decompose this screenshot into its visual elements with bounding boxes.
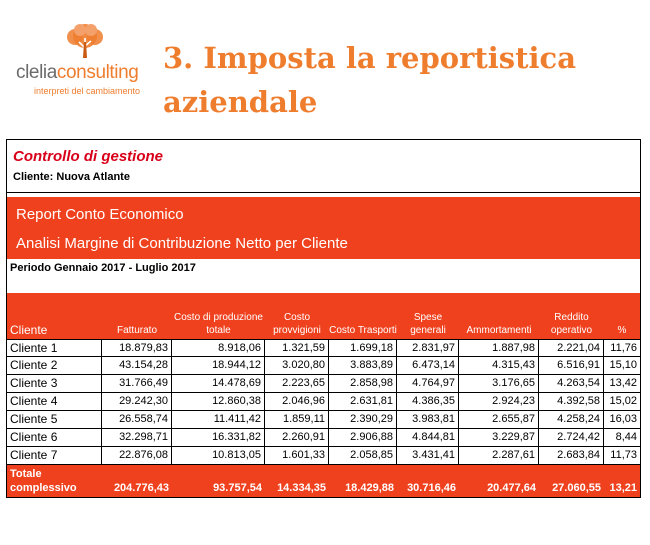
- value-cell: 15,10: [604, 357, 640, 375]
- value-cell: 2.858,98: [329, 375, 397, 393]
- value-cell: 18.944,12: [172, 357, 265, 375]
- section-title: Controllo di gestione: [13, 148, 163, 165]
- value-cell: 4.263,54: [539, 375, 604, 393]
- value-cell: 4.764,97: [397, 375, 459, 393]
- value-cell: 2.924,23: [459, 393, 539, 411]
- client-name-cell: Cliente 7: [7, 447, 102, 465]
- value-cell: 3.883,89: [329, 357, 397, 375]
- value-cell: 31.766,49: [102, 375, 172, 393]
- value-cell: 16,03: [604, 411, 640, 429]
- total-value-cell: 204.776,43: [113, 482, 169, 494]
- total-value-cell: 27.060,55: [552, 482, 601, 494]
- value-cell: 16.331,82: [172, 429, 265, 447]
- value-cell: 4.844,81: [397, 429, 459, 447]
- value-cell: 2.831,97: [397, 339, 459, 357]
- value-cell: 15,02: [604, 393, 640, 411]
- table-row: [7, 447, 640, 465]
- column-header: Cliente: [10, 323, 48, 337]
- value-cell: 3.020,80: [265, 357, 329, 375]
- report-sheet: [6, 139, 641, 498]
- value-cell: 2.655,87: [459, 411, 539, 429]
- value-cell: 1.321,59: [265, 339, 329, 357]
- total-value-cell: 20.477,64: [487, 482, 536, 494]
- value-cell: 1.859,11: [265, 411, 329, 429]
- total-value-cell: 14.334,35: [277, 482, 326, 494]
- value-cell: 3.229,87: [459, 429, 539, 447]
- total-row: [7, 465, 640, 497]
- table-row: [7, 375, 640, 393]
- value-cell: 2.221,04: [539, 339, 604, 357]
- value-cell: 8.918,06: [172, 339, 265, 357]
- client-name-cell: Cliente 2: [7, 357, 102, 375]
- tree-icon: [63, 22, 107, 62]
- column-header: Costo Trasporti: [329, 325, 397, 336]
- value-cell: 6.473,14: [397, 357, 459, 375]
- column-header: %: [617, 325, 627, 336]
- value-cell: 2.058,85: [329, 447, 397, 465]
- column-header: Reddito operativo: [550, 312, 593, 336]
- total-value-cell: 18.429,88: [345, 482, 394, 494]
- period-label: Periodo Gennaio 2017 - Luglio 2017: [10, 262, 196, 274]
- column-header: Spese generali: [410, 312, 446, 336]
- table-row: [7, 393, 640, 411]
- value-cell: 3.431,41: [397, 447, 459, 465]
- client-name-cell: Cliente 4: [7, 393, 102, 411]
- value-cell: 12.860,38: [172, 393, 265, 411]
- table-row: [7, 429, 640, 447]
- value-cell: 2.046,96: [265, 393, 329, 411]
- value-cell: 6.516,91: [539, 357, 604, 375]
- value-cell: 2.223,65: [265, 375, 329, 393]
- table-row: [7, 339, 640, 357]
- value-cell: 1.601,33: [265, 447, 329, 465]
- column-header: Costo provvigioni: [273, 312, 321, 336]
- table-row: [7, 357, 640, 375]
- client-line: Cliente: Nuova Atlante: [13, 171, 130, 183]
- divider: [7, 192, 640, 193]
- value-cell: 11,76: [604, 339, 640, 357]
- total-label: Totale complessivo: [10, 468, 77, 494]
- value-cell: 3.983,81: [397, 411, 459, 429]
- value-cell: 11.411,42: [172, 411, 265, 429]
- value-cell: 18.879,83: [102, 339, 172, 357]
- value-cell: 26.558,74: [102, 411, 172, 429]
- value-cell: 2.724,42: [539, 429, 604, 447]
- value-cell: 4.386,35: [397, 393, 459, 411]
- value-cell: 1.887,98: [459, 339, 539, 357]
- brand-logo: [16, 22, 156, 102]
- total-value-cell: 13,21: [609, 482, 637, 494]
- value-cell: 8,44: [604, 429, 640, 447]
- report-subtitle: Analisi Margine di Contribuzione Netto per Cliente: [16, 235, 348, 252]
- value-cell: 2.287,61: [459, 447, 539, 465]
- page-title: 3. Imposta la reportistica aziendale: [163, 41, 576, 119]
- value-cell: 4.392,58: [539, 393, 604, 411]
- value-cell: 10.813,05: [172, 447, 265, 465]
- table-row: [7, 411, 640, 429]
- column-header: Fatturato: [116, 325, 158, 336]
- value-cell: 14.478,69: [172, 375, 265, 393]
- column-header: Ammortamenti: [466, 325, 532, 336]
- value-cell: 2.260,91: [265, 429, 329, 447]
- client-name-cell: Cliente 6: [7, 429, 102, 447]
- report-title: Report Conto Economico: [16, 206, 184, 223]
- value-cell: 4.258,24: [539, 411, 604, 429]
- table-header: [7, 293, 640, 339]
- value-cell: 22.876,08: [102, 447, 172, 465]
- value-cell: 4.315,43: [459, 357, 539, 375]
- value-cell: 11,73: [604, 447, 640, 465]
- total-value-cell: 30.716,46: [407, 482, 456, 494]
- value-cell: 3.176,65: [459, 375, 539, 393]
- report-title-band: [7, 197, 640, 259]
- value-cell: 43.154,28: [102, 357, 172, 375]
- value-cell: 2.683,84: [539, 447, 604, 465]
- value-cell: 2.906,88: [329, 429, 397, 447]
- brand-tagline: interpreti del cambiamento: [34, 86, 141, 96]
- client-name-cell: Cliente 3: [7, 375, 102, 393]
- value-cell: 1.699,18: [329, 339, 397, 357]
- value-cell: 13,42: [604, 375, 640, 393]
- total-value-cell: 93.757,54: [213, 482, 262, 494]
- value-cell: 32.298,71: [102, 429, 172, 447]
- client-name-cell: Cliente 5: [7, 411, 102, 429]
- brand-name: cleliaconsulting: [16, 62, 139, 83]
- value-cell: 29.242,30: [102, 393, 172, 411]
- value-cell: 2.390,29: [329, 411, 397, 429]
- column-header: Costo di produzione totale: [174, 312, 263, 336]
- client-name-cell: Cliente 1: [7, 339, 102, 357]
- value-cell: 2.631,81: [329, 393, 397, 411]
